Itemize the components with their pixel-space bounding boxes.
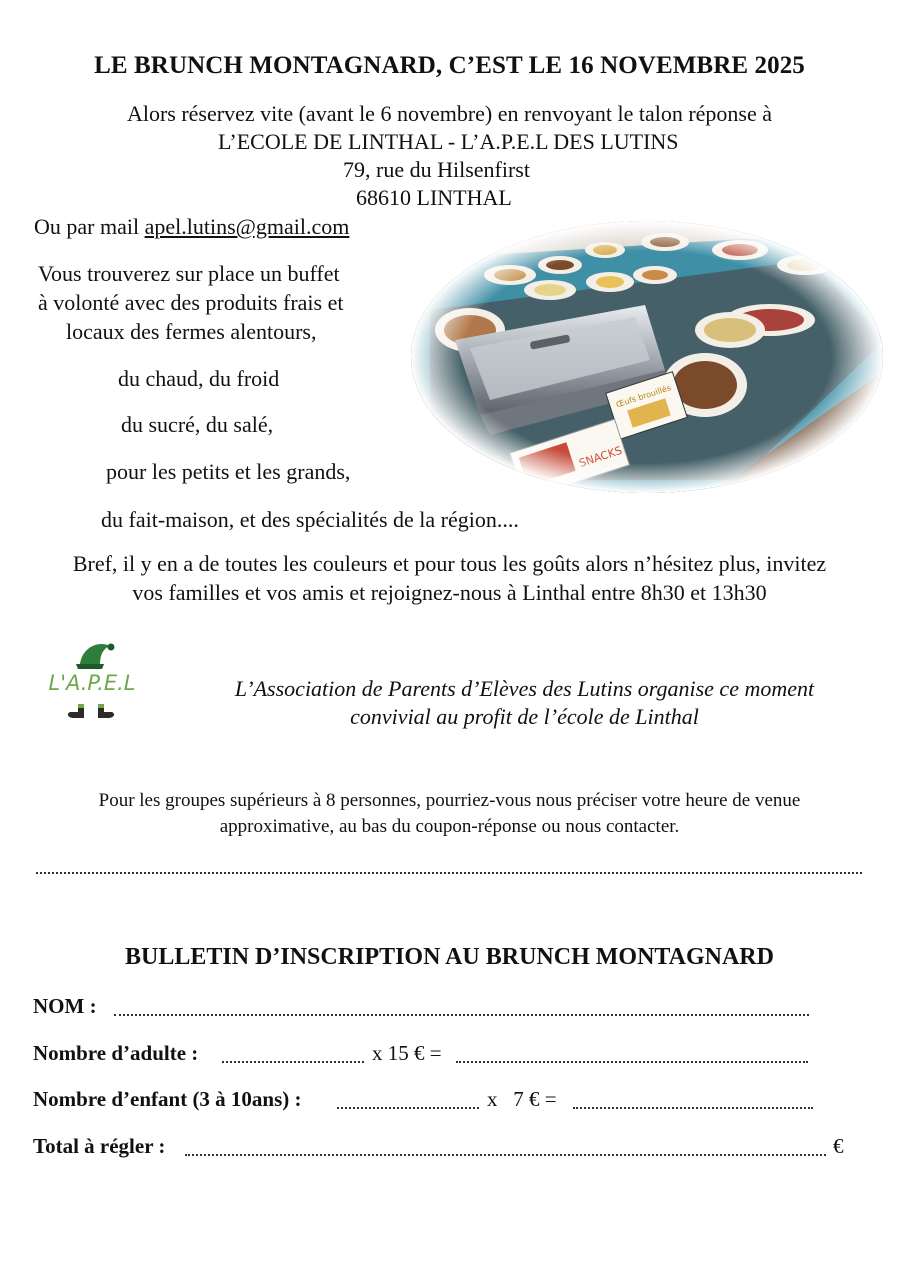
mail-line <box>34 214 349 240</box>
form-row-nom <box>33 994 97 1019</box>
school-name: L’ECOLE DE LINTHAL - L’A.P.E.L DES LUTINS <box>218 129 679 154</box>
adult-price: x 15 € = <box>372 1041 442 1065</box>
summary-line: vos familles et vos amis et rejoignez-nous à Linthal entre 8h30 et 13h30 <box>132 580 767 605</box>
child-count-field[interactable] <box>337 1095 479 1109</box>
street-address: 79, rue du Hilsenfirst <box>343 157 530 182</box>
nom-field[interactable] <box>114 1002 809 1016</box>
mail-prefix: Ou par mail <box>34 214 145 239</box>
page-title: LE BRUNCH MONTAGNARD, C’EST LE 16 NOVEMBRE 2025 <box>94 52 805 79</box>
cut-line <box>36 862 862 874</box>
description-line: Vous trouverez sur place un buffet <box>38 261 340 286</box>
child-label: Nombre d’enfant (3 à 10ans) : <box>33 1087 302 1111</box>
groups-note: approximative, au bas du coupon-réponse ou nous contacter. <box>219 816 680 837</box>
form-title: BULLETIN D’INSCRIPTION AU BRUNCH MONTAGNARD <box>125 944 774 970</box>
nom-label: NOM : <box>33 994 97 1018</box>
total-field[interactable] <box>185 1142 826 1156</box>
association-line: convivial au profit de l’école de Linthal <box>350 704 699 729</box>
adult-total-field[interactable] <box>456 1049 808 1063</box>
association-line: L’Association de Parents d’Elèves des Lutins organise ce moment <box>234 676 815 701</box>
buffet-photo <box>410 220 885 495</box>
apel-logo <box>40 638 148 734</box>
description-line: à volonté avec des produits frais et <box>38 290 344 315</box>
child-price: x 7 € = <box>487 1087 557 1111</box>
description-line: du chaud, du froid <box>118 366 280 391</box>
description-line: du fait-maison, et des spécialités de la région.... <box>101 507 519 532</box>
form-row-child <box>33 1087 302 1112</box>
form-row-adult <box>33 1041 198 1066</box>
city-address: 68610 LINTHAL <box>356 185 512 210</box>
form-row-total <box>33 1134 165 1159</box>
groups-note: Pour les groupes supérieurs à 8 personnes, pourriez-vous nous préciser votre heure de venue <box>98 790 801 811</box>
buffet-photo-illustration <box>410 220 885 495</box>
summary-line: Bref, il y en a de toutes les couleurs et pour tous les goûts alors n’hésitez plus, invitez <box>72 551 827 576</box>
child-total-field[interactable] <box>573 1095 813 1109</box>
apel-logo-graphic <box>40 638 148 734</box>
description-line: du sucré, du salé, <box>121 412 274 437</box>
adult-label: Nombre d’adulte : <box>33 1041 199 1065</box>
total-label: Total à régler : <box>33 1134 166 1158</box>
reserve-text: Alors réservez vite (avant le 6 novembre) en renvoyant le talon réponse à <box>126 101 773 126</box>
adult-count-field[interactable] <box>222 1049 364 1063</box>
email-link[interactable]: apel.lutins@gmail.com <box>144 214 350 239</box>
description-line: pour les petits et les grands, <box>106 459 351 484</box>
description-line: locaux des fermes alentours, <box>66 319 317 344</box>
total-unit: € <box>833 1134 844 1158</box>
logo-text: L'A.P.E.L <box>48 671 136 695</box>
